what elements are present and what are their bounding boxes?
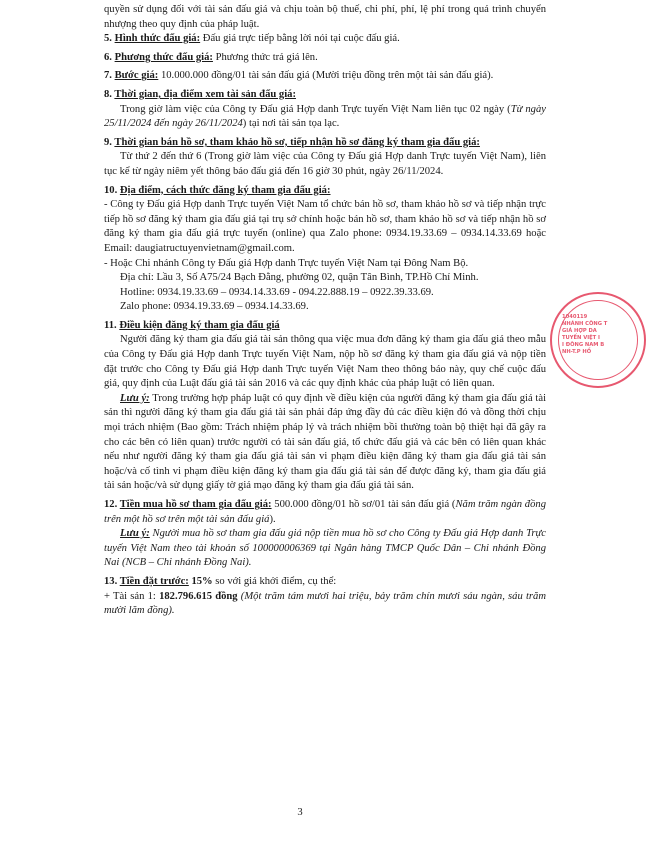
red-company-seal: 1040119 NHÁNH CÔNG T GIÁ HỢP DA TUYẾN VIỆT I I ĐÔNG NAM B NH-T.P HỒ	[550, 292, 646, 388]
section-11-heading: 11. Điều kiện đăng ký tham gia đấu giá	[104, 319, 280, 331]
section-13-item-1: + Tài sản 1: 182.796.615 đồng (Một trăm tám mươi hai triệu, bảy trăm chín mươi sáu ngàn, sáu trăm mười lăm đồng).	[104, 590, 546, 617]
section-10-heading: 10. Địa điểm, cách thức đăng ký tham gia đấu giá:	[104, 184, 331, 196]
section-9-heading: 9. Thời gian bán hồ sơ, tham khảo hồ sơ, tiếp nhận hồ sơ đăng ký tham gia đấu giá:	[104, 136, 480, 148]
section-10-address: Địa chỉ: Lầu 3, Số A75/24 Bạch Đằng, phường 02, quận Tân Bình, TP.Hồ Chí Minh.	[120, 272, 479, 284]
section-8-heading: 8. Thời gian, địa điểm xem tài sản đấu giá:	[104, 88, 296, 100]
section-10-zalo: Zalo phone: 0934.19.33.69 – 0934.14.33.69.	[120, 301, 309, 313]
section-12-note: Lưu ý: Người mua hồ sơ tham gia đấu giá nộp tiền mua hồ sơ cho Công ty Đấu giá Hợp danh Trực tuyến Việt Nam theo tài khoản số 100000006369 tại Ngân hàng TMCP Quốc Dân – Chi nhánh Đồng Nai (NCB – Chi nhánh Đồng Nai).	[104, 528, 546, 569]
section-11-note: Lưu ý: Trong trường hợp pháp luật có quy định về điều kiện của người đăng ký tham gia đấu giá tài sản thì người đăng ký tham gia đấu giá tài sản phải đáp ứng đầy đủ các điều kiện đó và đồng thời chịu mọi trách nhiệm (Bao gồm: Trách nhiệm pháp lý và trách nhiệm bồi thường toàn bộ thiệt hại đã gây ra cho các bên có liên quan) trước người có tài sản đấu giá, tổ chức đấu giá và các bên có liên quan khác nếu như người đăng ký tham gia đấu giá tài sản vi phạm điều kiện đăng ký tham gia đấu giá tài sản hoặc/và cố tình vi phạm điều kiện đăng ký tham gia đấu giá tài sản để được đăng ký, tham gia đấu giá tài sản hoặc/và sử dụng giấy tờ giả mạo đăng ký tham gia đấu giá tài sản.	[104, 392, 547, 492]
section-6-label: Phương thức đấu giá:	[114, 51, 213, 63]
section-5: 5. Hình thức đấu giá: Đấu giá trực tiếp bằng lời nói tại cuộc đấu giá.	[104, 33, 400, 45]
page-number: 3	[297, 807, 303, 818]
section-9-text: Từ thứ 2 đến thứ 6 (Trong giờ làm việc của Công ty Đấu giá Hợp danh Trực tuyến Việt Nam), liên tục kể từ ngày niêm yết thông báo đấu giá đến 16 giờ 30 phút, ngày 26/11/2024.	[104, 151, 546, 177]
section-10-bullet-1: - Công ty Đấu giá Hợp danh Trực tuyến Việt Nam tổ chức bán hồ sơ, tham khảo hồ sơ và tiếp nhận trực tiếp hồ sơ đăng ký tham gia đấu giá tại trụ sở chính hoặc bán hồ sơ, tham khảo hồ sơ và tiếp nhận hồ sơ đăng ký tham gia đấu giá trực tuyến (online) qua Zalo phone: 0934.19.33.69 – 0934.14.33.69 hoặc Email: daugiatructuyenvietnam@gmail.com.	[104, 199, 546, 254]
section-12: 12. Tiền mua hồ sơ tham gia đấu giá: 500.000 đồng/01 hồ sơ/01 tài sản đấu giá (Năm trăm ngàn đồng trên một hồ sơ trên một tài sản đấu giá).	[104, 499, 546, 525]
section-8-text: Trong giờ làm việc của Công ty Đấu giá Hợp danh Trực tuyến Việt Nam liên tục 02 ngày (Từ ngày 25/11/2024 đến ngày 26/11/2024) tại nơi tài sản tọa lạc.	[104, 103, 546, 130]
document-body	[104, 3, 546, 619]
section-11-text: Người đăng ký tham gia đấu giá tài sản thông qua việc mua đơn đăng ký tham gia đấu giá theo mẫu của Công ty Đấu giá Hợp danh Trực tuyến Việt Nam, nộp hồ sơ đăng ký tham gia đấu giá và nộp tiền đặt trước cho Công ty Đấu giá Hợp danh Trực tuyến Việt Nam theo thông báo này, quy chế cuộc đấu giá, quy định của Luật đấu giá tài sản 2016 và các quy định khác của pháp luật có liên quan.	[104, 334, 546, 390]
paragraph-intro: quyền sử dụng đối với tài sản đấu giá và chịu toàn bộ thuế, chi phí, phí, lệ phí trong quá trình chuyển nhượng theo quy định của pháp luật.	[104, 4, 546, 30]
section-13: 13. Tiền đặt trước: 15% so với giá khởi điểm, cụ thể:	[104, 575, 337, 587]
section-10-bullet-2: - Hoặc Chi nhánh Công ty Đấu giá Hợp danh Trực tuyến Việt Nam tại Đông Nam Bộ.	[104, 257, 469, 269]
section-7-label: Bước giá:	[114, 70, 159, 82]
section-10-hotline: Hotline: 0934.19.33.69 – 0934.14.33.69 - 094.22.888.19 – 0922.39.33.69.	[120, 286, 434, 298]
section-6: 6. Phương thức đấu giá: Phương thức trả giá lên.	[104, 51, 318, 63]
section-5-label: Hình thức đấu giá:	[114, 33, 201, 45]
section-7: 7. Bước giá: 10.000.000 đồng/01 tài sản đấu giá (Mười triệu đồng trên một tài sản đấu giá).	[104, 70, 494, 82]
